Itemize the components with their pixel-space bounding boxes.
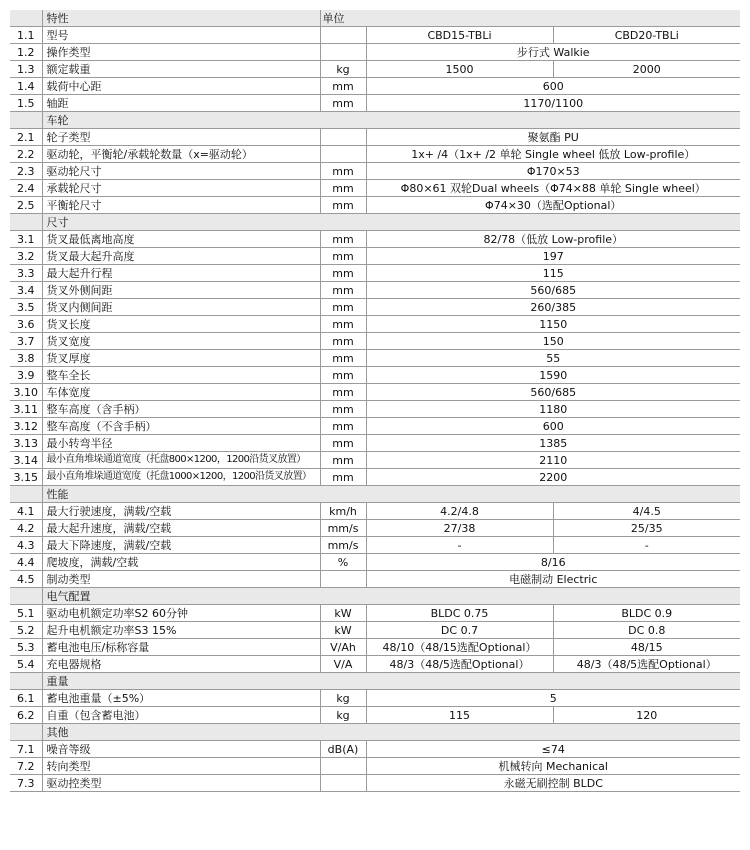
spec-row xyxy=(10,554,740,571)
row-label: 最大起升速度，满载/空载 xyxy=(42,520,320,537)
row-value-shared: 2110 xyxy=(366,452,740,469)
row-label: 车体宽度 xyxy=(42,384,320,401)
row-value-shared: 600 xyxy=(366,418,740,435)
row-value-shared: 260/385 xyxy=(366,299,740,316)
spec-row xyxy=(10,146,740,163)
section-num-cell xyxy=(10,214,42,231)
spec-row xyxy=(10,197,740,214)
row-number: 3.5 xyxy=(10,299,42,316)
row-number: 1.4 xyxy=(10,78,42,95)
row-unit xyxy=(320,129,366,146)
row-label: 载荷中心距 xyxy=(42,78,320,95)
row-value-shared: 600 xyxy=(366,78,740,95)
header-row xyxy=(10,10,740,27)
row-number: 2.3 xyxy=(10,163,42,180)
row-number: 7.2 xyxy=(10,758,42,775)
row-value-shared: 1385 xyxy=(366,435,740,452)
row-number: 3.2 xyxy=(10,248,42,265)
row-value-shared: 1590 xyxy=(366,367,740,384)
row-label: 驱动电机额定功率S2 60分钟 xyxy=(42,605,320,622)
row-label: 制动类型 xyxy=(42,571,320,588)
spec-row xyxy=(10,503,740,520)
row-value-cbd15: 115 xyxy=(366,707,553,724)
row-number: 3.7 xyxy=(10,333,42,350)
section-header-row xyxy=(10,724,740,741)
spec-row xyxy=(10,265,740,282)
spec-row xyxy=(10,316,740,333)
row-number: 1.1 xyxy=(10,27,42,44)
row-label: 承载轮尺寸 xyxy=(42,180,320,197)
spec-row xyxy=(10,78,740,95)
section-num-cell xyxy=(10,673,42,690)
section-num-cell xyxy=(10,112,42,129)
row-unit: mm xyxy=(320,401,366,418)
row-value-cbd20: 48/15 xyxy=(553,639,740,656)
row-value-shared: 5 xyxy=(366,690,740,707)
row-number: 4.1 xyxy=(10,503,42,520)
row-number: 1.2 xyxy=(10,44,42,61)
row-unit: mm xyxy=(320,452,366,469)
row-value-shared: 步行式 Walkie xyxy=(366,44,740,61)
row-label: 货叉最大起升高度 xyxy=(42,248,320,265)
row-label: 驱动轮，平衡轮/承载轮数量（x=驱动轮） xyxy=(42,146,320,163)
row-unit xyxy=(320,44,366,61)
spec-row xyxy=(10,741,740,758)
header-unit: 单位 xyxy=(320,10,740,27)
row-unit: mm xyxy=(320,197,366,214)
row-label: 最小直角堆垛通道宽度（托盘800×1200，1200沿货叉放置） xyxy=(42,452,320,469)
spec-row xyxy=(10,129,740,146)
row-label: 平衡轮尺寸 xyxy=(42,197,320,214)
row-number: 3.10 xyxy=(10,384,42,401)
spec-row xyxy=(10,27,740,44)
row-unit: mm xyxy=(320,231,366,248)
spec-row xyxy=(10,452,740,469)
section-num-cell xyxy=(10,724,42,741)
row-value-cbd15: 1500 xyxy=(366,61,553,78)
row-label: 轴距 xyxy=(42,95,320,112)
row-number: 3.15 xyxy=(10,469,42,486)
spec-row xyxy=(10,656,740,673)
spec-table xyxy=(10,10,740,792)
row-number: 3.1 xyxy=(10,231,42,248)
row-number: 3.9 xyxy=(10,367,42,384)
row-number: 3.3 xyxy=(10,265,42,282)
row-unit: mm xyxy=(320,469,366,486)
row-unit: kW xyxy=(320,605,366,622)
row-value-shared: 1150 xyxy=(366,316,740,333)
row-label: 货叉外侧间距 xyxy=(42,282,320,299)
row-value-shared: 197 xyxy=(366,248,740,265)
row-label: 额定载重 xyxy=(42,61,320,78)
row-value-cbd15: 48/10（48/15选配Optional） xyxy=(366,639,553,656)
row-number: 4.2 xyxy=(10,520,42,537)
row-number: 1.3 xyxy=(10,61,42,78)
row-value-cbd15: 27/38 xyxy=(366,520,553,537)
row-label: 最小直角堆垛通道宽度（托盘1000×1200，1200沿货叉放置） xyxy=(42,469,320,486)
row-label: 整车高度（含手柄） xyxy=(42,401,320,418)
row-label: 货叉最低离地高度 xyxy=(42,231,320,248)
row-value-cbd20: 25/35 xyxy=(553,520,740,537)
row-number: 2.5 xyxy=(10,197,42,214)
row-label: 起升电机额定功率S3 15% xyxy=(42,622,320,639)
row-number: 4.4 xyxy=(10,554,42,571)
spec-row xyxy=(10,775,740,792)
row-label: 轮子类型 xyxy=(42,129,320,146)
row-number: 5.4 xyxy=(10,656,42,673)
row-unit: % xyxy=(320,554,366,571)
row-unit: mm xyxy=(320,384,366,401)
row-number: 2.4 xyxy=(10,180,42,197)
row-number: 3.11 xyxy=(10,401,42,418)
row-value-shared: 150 xyxy=(366,333,740,350)
row-label: 最小转弯半径 xyxy=(42,435,320,452)
row-number: 2.1 xyxy=(10,129,42,146)
row-value-shared: 1170/1100 xyxy=(366,95,740,112)
row-number: 4.3 xyxy=(10,537,42,554)
spec-row xyxy=(10,401,740,418)
row-value-cbd15: 48/3（48/5选配Optional） xyxy=(366,656,553,673)
row-unit: mm/s xyxy=(320,520,366,537)
row-label: 最大下降速度，满载/空载 xyxy=(42,537,320,554)
row-unit: mm xyxy=(320,367,366,384)
spec-row xyxy=(10,95,740,112)
row-number: 5.3 xyxy=(10,639,42,656)
section-header-row xyxy=(10,486,740,503)
spec-row xyxy=(10,537,740,554)
row-value-cbd20: BLDC 0.9 xyxy=(553,605,740,622)
row-unit: mm xyxy=(320,350,366,367)
row-label: 货叉长度 xyxy=(42,316,320,333)
row-unit: mm/s xyxy=(320,537,366,554)
section-title: 车轮 xyxy=(42,112,740,129)
spec-row xyxy=(10,61,740,78)
row-value-shared: 82/78（低放 Low-profile） xyxy=(366,231,740,248)
row-number: 3.14 xyxy=(10,452,42,469)
row-label: 充电器规格 xyxy=(42,656,320,673)
row-label: 蓄电池电压/标称容量 xyxy=(42,639,320,656)
spec-row xyxy=(10,299,740,316)
row-value-cbd20: 2000 xyxy=(553,61,740,78)
row-label: 整车全长 xyxy=(42,367,320,384)
row-unit: mm xyxy=(320,333,366,350)
row-unit: mm xyxy=(320,163,366,180)
spec-row xyxy=(10,282,740,299)
row-number: 6.2 xyxy=(10,707,42,724)
row-value-shared: 115 xyxy=(366,265,740,282)
row-label: 型号 xyxy=(42,27,320,44)
spec-row xyxy=(10,418,740,435)
row-unit: kg xyxy=(320,690,366,707)
row-unit: mm xyxy=(320,95,366,112)
row-number: 1.5 xyxy=(10,95,42,112)
row-value-cbd20: 120 xyxy=(553,707,740,724)
header-property: 特性 xyxy=(42,10,320,27)
spec-row xyxy=(10,163,740,180)
spec-row xyxy=(10,622,740,639)
row-value-shared: 1x+ /4（1x+ /2 单轮 Single wheel 低放 Low-profile） xyxy=(366,146,740,163)
row-unit: kg xyxy=(320,61,366,78)
row-label: 整车高度（不含手柄） xyxy=(42,418,320,435)
spec-row xyxy=(10,350,740,367)
section-num-cell xyxy=(10,486,42,503)
row-unit: km/h xyxy=(320,503,366,520)
row-number: 5.1 xyxy=(10,605,42,622)
row-number: 3.8 xyxy=(10,350,42,367)
row-value-shared: 560/685 xyxy=(366,282,740,299)
row-value-shared: 机械转向 Mechanical xyxy=(366,758,740,775)
spec-table-body xyxy=(10,10,740,792)
row-value-cbd15: - xyxy=(366,537,553,554)
row-unit: mm xyxy=(320,418,366,435)
row-label: 驱动轮尺寸 xyxy=(42,163,320,180)
section-header-row xyxy=(10,112,740,129)
row-number: 6.1 xyxy=(10,690,42,707)
row-number: 7.1 xyxy=(10,741,42,758)
section-title: 重量 xyxy=(42,673,740,690)
section-title: 尺寸 xyxy=(42,214,740,231)
row-label: 驱动控类型 xyxy=(42,775,320,792)
row-unit: mm xyxy=(320,265,366,282)
row-unit xyxy=(320,775,366,792)
row-unit: dB(A) xyxy=(320,741,366,758)
row-unit: kg xyxy=(320,707,366,724)
row-value-shared: 560/685 xyxy=(366,384,740,401)
row-number: 3.12 xyxy=(10,418,42,435)
spec-row xyxy=(10,367,740,384)
row-label: 噪音等级 xyxy=(42,741,320,758)
row-value-shared: ≤74 xyxy=(366,741,740,758)
row-label: 最大起升行程 xyxy=(42,265,320,282)
section-title: 电气配置 xyxy=(42,588,740,605)
row-label: 最大行驶速度，满载/空载 xyxy=(42,503,320,520)
spec-row xyxy=(10,571,740,588)
header-num-cell xyxy=(10,10,42,27)
row-unit: mm xyxy=(320,299,366,316)
spec-row xyxy=(10,384,740,401)
row-value-shared: 8/16 xyxy=(366,554,740,571)
row-number: 3.13 xyxy=(10,435,42,452)
spec-row xyxy=(10,248,740,265)
section-header-row xyxy=(10,214,740,231)
row-unit: mm xyxy=(320,316,366,333)
row-value-cbd20: - xyxy=(553,537,740,554)
row-label: 货叉宽度 xyxy=(42,333,320,350)
spec-row xyxy=(10,333,740,350)
row-unit: mm xyxy=(320,282,366,299)
row-value-cbd20: 4/4.5 xyxy=(553,503,740,520)
row-number: 7.3 xyxy=(10,775,42,792)
row-label: 转向类型 xyxy=(42,758,320,775)
row-unit: mm xyxy=(320,180,366,197)
spec-row xyxy=(10,605,740,622)
row-number: 3.4 xyxy=(10,282,42,299)
row-number: 3.6 xyxy=(10,316,42,333)
row-unit xyxy=(320,571,366,588)
spec-row xyxy=(10,707,740,724)
row-unit: mm xyxy=(320,248,366,265)
row-label: 爬坡度，满载/空载 xyxy=(42,554,320,571)
row-value-shared: 2200 xyxy=(366,469,740,486)
row-number: 4.5 xyxy=(10,571,42,588)
row-value-cbd15: DC 0.7 xyxy=(366,622,553,639)
row-number: 2.2 xyxy=(10,146,42,163)
row-number: 5.2 xyxy=(10,622,42,639)
section-title: 性能 xyxy=(42,486,740,503)
row-label: 货叉厚度 xyxy=(42,350,320,367)
section-header-row xyxy=(10,588,740,605)
row-label: 自重（包含蓄电池） xyxy=(42,707,320,724)
row-label: 货叉内侧间距 xyxy=(42,299,320,316)
section-header-row xyxy=(10,673,740,690)
section-title: 其他 xyxy=(42,724,740,741)
row-unit xyxy=(320,146,366,163)
row-value-cbd20: CBD20-TBLi xyxy=(553,27,740,44)
row-unit: mm xyxy=(320,435,366,452)
row-unit: V/Ah xyxy=(320,639,366,656)
row-value-cbd15: CBD15-TBLi xyxy=(366,27,553,44)
row-label: 蓄电池重量（±5%） xyxy=(42,690,320,707)
row-value-shared: Φ80×61 双轮Dual wheels（Φ74×88 单轮 Single wheel） xyxy=(366,180,740,197)
row-value-shared: Φ74×30（选配Optional） xyxy=(366,197,740,214)
row-value-shared: 聚氨酯 PU xyxy=(366,129,740,146)
row-label: 操作类型 xyxy=(42,44,320,61)
row-value-cbd20: 48/3（48/5选配Optional） xyxy=(553,656,740,673)
spec-row xyxy=(10,690,740,707)
row-unit xyxy=(320,758,366,775)
row-unit: V/A xyxy=(320,656,366,673)
spec-row xyxy=(10,469,740,486)
row-value-cbd15: BLDC 0.75 xyxy=(366,605,553,622)
row-value-shared: 1180 xyxy=(366,401,740,418)
spec-row xyxy=(10,231,740,248)
row-value-shared: 永磁无刷控制 BLDC xyxy=(366,775,740,792)
row-unit: mm xyxy=(320,78,366,95)
row-value-cbd20: DC 0.8 xyxy=(553,622,740,639)
spec-row xyxy=(10,435,740,452)
row-value-shared: 55 xyxy=(366,350,740,367)
row-value-shared: Φ170×53 xyxy=(366,163,740,180)
row-value-cbd15: 4.2/4.8 xyxy=(366,503,553,520)
spec-row xyxy=(10,180,740,197)
spec-row xyxy=(10,44,740,61)
spec-row xyxy=(10,758,740,775)
row-value-shared: 电磁制动 Electric xyxy=(366,571,740,588)
spec-row xyxy=(10,639,740,656)
row-unit: kW xyxy=(320,622,366,639)
row-unit xyxy=(320,27,366,44)
spec-row xyxy=(10,520,740,537)
section-num-cell xyxy=(10,588,42,605)
